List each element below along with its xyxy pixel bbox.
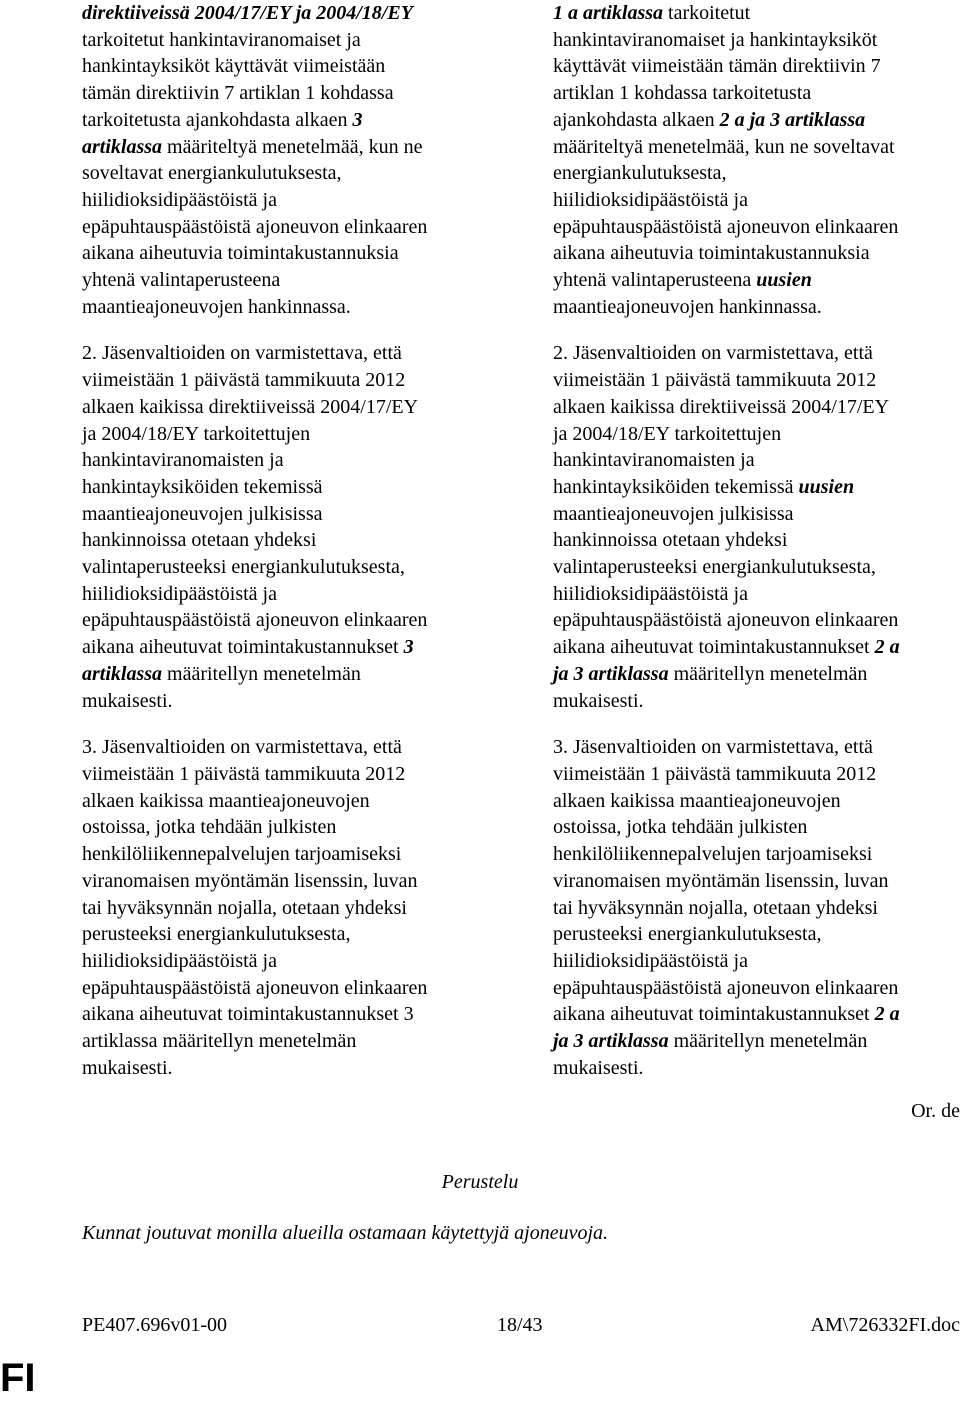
text-run: tarkoitetusta ajankohdasta alkaen: [82, 108, 353, 131]
text-run: hankinnoissa otetaan yhdeksi: [82, 529, 317, 552]
text-run: 3. Jäsenvaltioiden on varmistettava, että: [553, 736, 873, 759]
text-run: tai hyväksynnän nojalla, otetaan yhdeksi: [553, 896, 878, 919]
text-run: valintaperusteeksi energiankulutuksesta,: [553, 556, 876, 579]
text-line: [82, 841, 492, 868]
text-line: [553, 1028, 960, 1055]
text-run: epäpuhtauspäästöistä ajoneuvon elinkaaren: [82, 609, 428, 632]
text-line: [553, 607, 960, 634]
text-run: käyttävät viimeistään tämän direktiivin 7: [553, 55, 881, 78]
text-run: hankintayksiköiden tekemissä: [553, 475, 799, 498]
text-line: [82, 294, 492, 321]
text-line: [553, 1001, 960, 1028]
emphasis-text: 2 a: [874, 1003, 900, 1026]
emphasis-text: artiklassa: [82, 662, 163, 685]
text-line: [82, 581, 492, 608]
text-run: määriteltyä menetelmää, kun ne soveltavat: [553, 135, 895, 158]
text-run: tämän direktiivin 7 artiklan 1 kohdassa: [82, 82, 394, 105]
text-line: [553, 868, 960, 895]
text-line: [82, 474, 492, 501]
text-run: määritellyn menetelmän: [668, 1030, 868, 1053]
text-line: [553, 814, 960, 841]
text-line: [553, 294, 960, 321]
text-run: määritellyn menetelmän: [668, 662, 868, 685]
text-line: [553, 447, 960, 474]
text-run: hiilidioksidipäästöistä ja: [82, 949, 277, 972]
text-run: energiankulutuksesta,: [553, 162, 727, 185]
text-line: [553, 267, 960, 294]
text-line: [82, 1001, 492, 1028]
text-run: ja 2004/18/EY tarkoitettujen: [82, 422, 311, 445]
text-run: mukaisesti.: [553, 1056, 644, 1079]
text-run: viimeistään 1 päivästä tammikuuta 2012: [82, 762, 406, 785]
text-line: [82, 975, 492, 1002]
text-line: [82, 788, 492, 815]
justification-text: Kunnat joutuvat monilla alueilla ostamaan käytettyjä ajoneuvoja.: [82, 1222, 609, 1244]
text-run: soveltavat energiankulutuksesta,: [82, 162, 342, 185]
text-run: tarkoitetut: [663, 2, 751, 24]
text-line: [553, 107, 960, 134]
text-run: epäpuhtauspäästöistä ajoneuvon elinkaaren: [553, 215, 899, 238]
text-run: ja 2004/18/EY tarkoitettujen: [553, 422, 782, 445]
text-line: [82, 661, 492, 688]
text-run: hankintaviranomaisten ja: [82, 449, 284, 472]
text-run: ostoissa, jotka tehdään julkisten: [553, 816, 808, 839]
text-line: [553, 0, 960, 27]
text-run: hankintayksiköiden tekemissä: [82, 475, 323, 498]
text-run: viimeistään 1 päivästä tammikuuta 2012: [553, 762, 877, 785]
text-line: [553, 340, 960, 367]
text-run: yhtenä valintaperusteena: [553, 269, 757, 292]
text-line: [82, 394, 492, 421]
text-run: hankintaviranomaisten ja: [553, 449, 755, 472]
text-run: valintaperusteeksi energiankulutuksesta,: [82, 556, 405, 579]
text-run: 2. Jäsenvaltioiden on varmistettava, että: [82, 342, 402, 365]
text-run: aikana aiheutuvia toimintakustannuksia: [553, 242, 870, 265]
emphasis-text: uusien: [756, 269, 812, 292]
text-run: perusteeksi energiankulutuksesta,: [553, 923, 822, 946]
text-run: alkaen kaikissa direktiiveissä 2004/17/EY: [553, 395, 890, 418]
text-run: aikana aiheutuvat toimintakustannukset: [82, 636, 404, 659]
text-line: [82, 607, 492, 634]
text-run: mukaisesti.: [553, 689, 644, 712]
text-line: [553, 80, 960, 107]
text-line: [553, 948, 960, 975]
text-run: maantieajoneuvojen julkisissa: [553, 502, 794, 525]
text-run: 3. Jäsenvaltioiden on varmistettava, että: [82, 736, 402, 759]
text-run: artiklassa määritellyn menetelmän: [82, 1030, 357, 1053]
right-paragraph-3: [553, 734, 960, 1081]
text-run: yhtenä valintaperusteena: [82, 269, 281, 292]
text-run: alkaen kaikissa maantieajoneuvojen: [82, 789, 370, 812]
text-run: epäpuhtauspäästöistä ajoneuvon elinkaaren: [553, 976, 899, 999]
text-line: [82, 240, 492, 267]
text-line: [82, 501, 492, 528]
text-line: [553, 214, 960, 241]
text-line: [82, 187, 492, 214]
text-line: [553, 53, 960, 80]
right-column: [553, 0, 960, 1101]
left-paragraph-1: [82, 0, 492, 320]
text-line: [82, 554, 492, 581]
text-line: [82, 134, 492, 161]
text-line: [82, 1028, 492, 1055]
text-run: epäpuhtauspäästöistä ajoneuvon elinkaaren: [553, 609, 899, 632]
emphasis-text: 3: [352, 108, 363, 131]
text-line: [82, 53, 492, 80]
text-run: hiilidioksidipäästöistä ja: [82, 582, 277, 605]
text-line: [553, 394, 960, 421]
emphasis-text: uusien: [798, 475, 855, 498]
text-line: [553, 895, 960, 922]
text-line: [553, 788, 960, 815]
text-line: [82, 27, 492, 54]
text-line: [82, 367, 492, 394]
text-line: [553, 975, 960, 1002]
text-run: hiilidioksidipäästöistä ja: [553, 188, 748, 211]
text-run: epäpuhtauspäästöistä ajoneuvon elinkaaren: [82, 976, 428, 999]
text-line: [553, 841, 960, 868]
text-run: määriteltyä menetelmää, kun ne: [162, 135, 423, 158]
text-line: [553, 734, 960, 761]
text-run: 2. Jäsenvaltioiden on varmistettava, että: [553, 342, 873, 365]
right-paragraph-1: [553, 0, 960, 320]
text-run: viimeistään 1 päivästä tammikuuta 2012: [82, 369, 406, 392]
text-line: [82, 734, 492, 761]
text-run: maantieajoneuvojen julkisissa: [82, 502, 323, 525]
text-run: hankintayksiköt käyttävät viimeistään: [82, 55, 386, 78]
text-run: aikana aiheutuvat toimintakustannukset 3: [82, 1003, 414, 1026]
text-line: [82, 107, 492, 134]
text-run: ostoissa, jotka tehdään julkisten: [82, 816, 337, 839]
right-paragraph-2: [553, 340, 960, 714]
text-line: [553, 160, 960, 187]
text-run: tai hyväksynnän nojalla, otetaan yhdeksi: [82, 896, 407, 919]
text-line: [82, 1055, 492, 1082]
emphasis-text: ja 3 artiklassa: [553, 662, 669, 685]
text-line: [553, 367, 960, 394]
text-line: [553, 421, 960, 448]
text-line: [82, 688, 492, 715]
text-run: epäpuhtauspäästöistä ajoneuvon elinkaaren: [82, 215, 428, 238]
original-language-note: Or. de: [911, 1100, 960, 1122]
text-line: [82, 80, 492, 107]
text-run: aikana aiheutuvat toimintakustannukset: [553, 1003, 875, 1026]
footer-page-number: 18/43: [497, 1314, 543, 1336]
text-run: aikana aiheutuvat toimintakustannukset: [553, 636, 875, 659]
text-run: hiilidioksidipäästöistä ja: [553, 582, 748, 605]
text-line: [82, 868, 492, 895]
text-line: [82, 895, 492, 922]
text-run: ajankohdasta alkaen: [553, 108, 720, 131]
text-run: tarkoitetut hankintaviranomaiset ja: [82, 28, 361, 51]
text-line: [553, 688, 960, 715]
text-line: [553, 634, 960, 661]
text-run: mukaisesti.: [82, 689, 173, 712]
text-line: [82, 921, 492, 948]
text-line: [553, 474, 960, 501]
text-run: viimeistään 1 päivästä tammikuuta 2012: [553, 369, 877, 392]
text-run: alkaen kaikissa maantieajoneuvojen: [553, 789, 841, 812]
text-line: [553, 187, 960, 214]
text-line: [553, 134, 960, 161]
text-line: [553, 661, 960, 688]
text-line: [82, 340, 492, 367]
text-run: alkaen kaikissa direktiiveissä 2004/17/EY: [82, 395, 419, 418]
text-line: [553, 581, 960, 608]
text-line: [553, 27, 960, 54]
text-line: [82, 0, 492, 27]
text-run: viranomaisen myöntämän lisenssin, luvan: [553, 869, 889, 892]
text-line: [553, 501, 960, 528]
emphasis-text: direktiiveissä 2004/17/EY ja 2004/18/EY: [82, 2, 413, 24]
language-code: FI: [0, 1356, 36, 1400]
text-run: hankintaviranomaiset ja hankintayksiköt: [553, 28, 878, 51]
text-line: [82, 527, 492, 554]
text-run: maantieajoneuvojen hankinnassa.: [82, 295, 351, 318]
text-line: [82, 421, 492, 448]
text-line: [553, 554, 960, 581]
text-run: aikana aiheutuvia toimintakustannuksia: [82, 242, 399, 265]
emphasis-text: ja 3 artiklassa: [553, 1030, 669, 1053]
text-run: henkilöliikennepalvelujen tarjoamiseksi: [82, 843, 402, 866]
left-paragraph-3: [82, 734, 492, 1081]
text-run: viranomaisen myöntämän lisenssin, luvan: [82, 869, 418, 892]
text-line: [82, 948, 492, 975]
emphasis-text: artiklassa: [82, 135, 163, 158]
text-run: perusteeksi energiankulutuksesta,: [82, 923, 351, 946]
text-line: [82, 634, 492, 661]
text-line: [82, 447, 492, 474]
text-line: [82, 160, 492, 187]
emphasis-text: 2 a ja 3 artiklassa: [719, 108, 866, 131]
text-run: hiilidioksidipäästöistä ja: [82, 188, 277, 211]
left-paragraph-2: [82, 340, 492, 714]
emphasis-text: 3: [403, 636, 414, 659]
text-run: hiilidioksidipäästöistä ja: [553, 949, 748, 972]
footer-file-name: AM\726332FI.doc: [810, 1314, 960, 1336]
text-line: [82, 214, 492, 241]
emphasis-text: 1 a artiklassa: [553, 2, 664, 24]
text-line: [553, 240, 960, 267]
text-run: artiklan 1 kohdassa tarkoitetusta: [553, 82, 812, 105]
justification-heading: Perustelu: [441, 1171, 519, 1193]
emphasis-text: 2 a: [874, 636, 900, 659]
footer-doc-ref: PE407.696v01-00: [82, 1314, 227, 1336]
text-line: [553, 1055, 960, 1082]
text-run: maantieajoneuvojen hankinnassa.: [553, 295, 822, 318]
text-line: [553, 527, 960, 554]
text-run: mukaisesti.: [82, 1056, 173, 1079]
text-run: määritellyn menetelmän: [162, 662, 361, 685]
text-line: [553, 761, 960, 788]
text-run: henkilöliikennepalvelujen tarjoamiseksi: [553, 843, 873, 866]
text-line: [82, 761, 492, 788]
left-column: [82, 0, 492, 1101]
text-line: [82, 814, 492, 841]
text-run: hankinnoissa otetaan yhdeksi: [553, 529, 788, 552]
text-line: [553, 921, 960, 948]
text-line: [82, 267, 492, 294]
